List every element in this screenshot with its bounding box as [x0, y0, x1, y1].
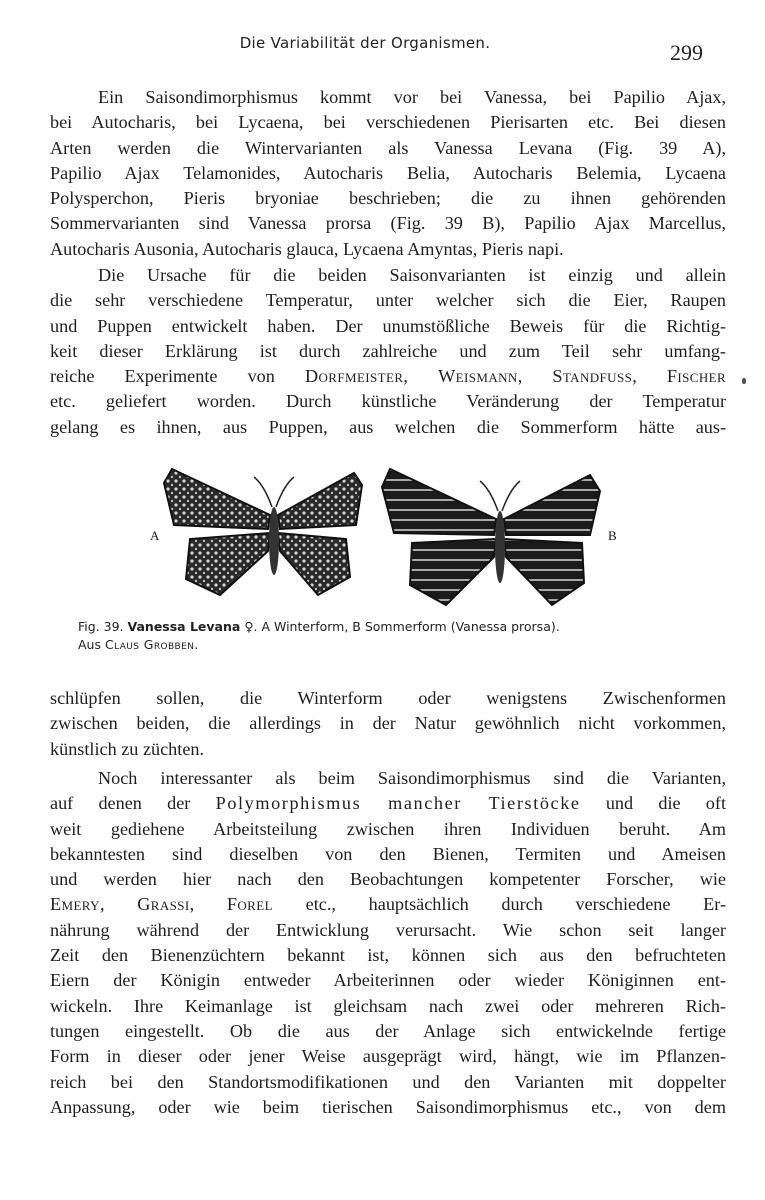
caption-sex: ♀. [244, 619, 258, 634]
text-line: tungen eingestellt. Ob die aus der Anlage sich entwickelnde fertige [50, 1020, 726, 1041]
paragraph-schluepfen [50, 686, 726, 762]
text-line: die sehr verschiedene Temperatur, unter welcher sich die Eier, Raupen [50, 290, 726, 311]
text-line-spaced [50, 791, 726, 816]
author-name: Fischer [666, 366, 727, 387]
text-line: schlüpfen sollen, die Winterform oder wenigstens Zwischenformen [50, 688, 726, 708]
paragraph-ursache [50, 263, 726, 440]
text-line-with-names: reiche Experimente von Dorfmeister, Weismann, Standfuss, Fischer [50, 366, 727, 387]
text-line: bei Autocharis, bei Lycaena, bei verschiedenen Pierisarten etc. Bei diesen [50, 112, 726, 133]
text-line: keit dieser Erklärung ist durch zahlreiche und zum Teil sehr umfang- [50, 340, 726, 361]
figure-butterflies [150, 455, 620, 615]
text-line: Zeit den Bienenzüchtern bekannt ist, können sich aus den befruchteten [50, 945, 726, 966]
caption-species: Vanessa Levana [127, 619, 241, 634]
text-line: nährung während der Entwicklung verursacht. Wie schon seit langer [50, 919, 726, 940]
text-line: Eiern der Königin entweder Arbeiterinnen oder wieder Königinnen ent- [50, 970, 726, 991]
text-line: Form in dieser oder jener Weise ausgeprägt wird, hängt, wie im Pflanzen- [50, 1046, 726, 1067]
running-head: Die Variabilität der Organismen. [239, 34, 491, 52]
text-line: Arten werden die Wintervarianten als Vanessa Levana (Fig. 39 A), [50, 137, 726, 158]
paragraph-polymorphismus [50, 766, 726, 1120]
text-line: Polysperchon, Pieris bryoniae beschrieben; die zu ihnen gehörenden [50, 188, 726, 209]
text-line: etc. geliefert worden. Durch künstliche Veränderung der Temperatur [50, 391, 726, 412]
figure-label-a: A [150, 528, 160, 543]
text-line: Sommervarianten sind Vanessa prorsa (Fig. 39 B), Papilio Ajax Marcellus, [50, 213, 726, 234]
caption-source-prefix: Aus [78, 637, 101, 652]
author-name: Weismann [438, 366, 518, 387]
butterfly-a-winterform [164, 469, 362, 595]
figure-caption [78, 618, 728, 654]
text-fragment: reiche Experimente von [50, 366, 275, 387]
butterfly-illustration [150, 455, 620, 615]
text-line: zwischen beiden, die allerdings in der Natur gewöhnlich nicht vorkommen, [50, 713, 726, 734]
text-line: Papilio Ajax Telamonides, Autocharis Belia, Autocharis Belemia, Lycaena [50, 162, 726, 183]
caption-text: A Winterform, B Sommerform (Vanessa prorsa). [261, 619, 560, 634]
text-line: gelang es ihnen, aus Puppen, aus welchen die Sommerform hätte aus- [50, 416, 726, 437]
text-line: Anpassung, oder wie beim tierischen Saisondimorphismus etc., von dem [50, 1096, 726, 1117]
author-name: Dorfmeister [304, 366, 404, 387]
caption-source-name: Claus Grobben. [104, 637, 199, 652]
caption-fig-number: Fig. 39. [78, 619, 124, 634]
margin-mark [742, 378, 746, 384]
text-line: wickeln. Ihre Keimanlage ist gleichsam nach zwei oder mehreren Rich- [50, 995, 726, 1016]
figure-label-b: B [608, 528, 617, 543]
text-fragment: etc., hauptsächlich durch verschiedene Er- [305, 894, 727, 915]
paragraph-saisondimorphismus [50, 85, 726, 262]
text-line: künstlich zu züchten. [50, 738, 205, 759]
text-line-with-names: Emery, Grassi, Forel etc., hauptsächlich durch verschiedene Er- [50, 894, 727, 915]
text-line: weit gediehene Arbeitsteilung zwischen ihren Individuen beruht. Am [50, 818, 726, 839]
author-name: Standfuss [552, 366, 633, 387]
text-line: reich bei den Standortsmodifikationen und den Varianten mit doppelter [50, 1071, 726, 1092]
text-line: Ein Saisondimorphismus kommt vor bei Vanessa, bei Papilio Ajax, [98, 87, 726, 107]
author-name: Emery [50, 894, 100, 915]
author-name: Grassi [137, 894, 190, 915]
text-line: bekanntesten sind dieselben von den Bienen, Termiten und Ameisen [50, 843, 726, 864]
butterfly-b-sommerform [382, 469, 600, 605]
text-line: und Puppen entwickelt haben. Der unumstößliche Beweis für die Richtig- [50, 315, 726, 336]
page-number: 299 [670, 40, 703, 65]
text-line: Autocharis Ausonia, Autocharis glauca, Lycaena Amyntas, Pieris napi. [50, 238, 564, 259]
text-fragment: auf denen der [50, 793, 191, 814]
text-fragment: und die oft [605, 793, 727, 814]
text-line: und werden hier nach den Beobachtungen kompetenter Forscher, wie [50, 869, 726, 890]
emphasized-term: Polymorphismus mancher Tierstöcke [215, 793, 581, 814]
author-name: Forel [226, 894, 273, 915]
text-line: Die Ursache für die beiden Saisonvarianten ist einzig und allein [98, 265, 726, 285]
text-line: Noch interessanter als beim Saisondimorphismus sind die Varianten, [98, 768, 726, 788]
